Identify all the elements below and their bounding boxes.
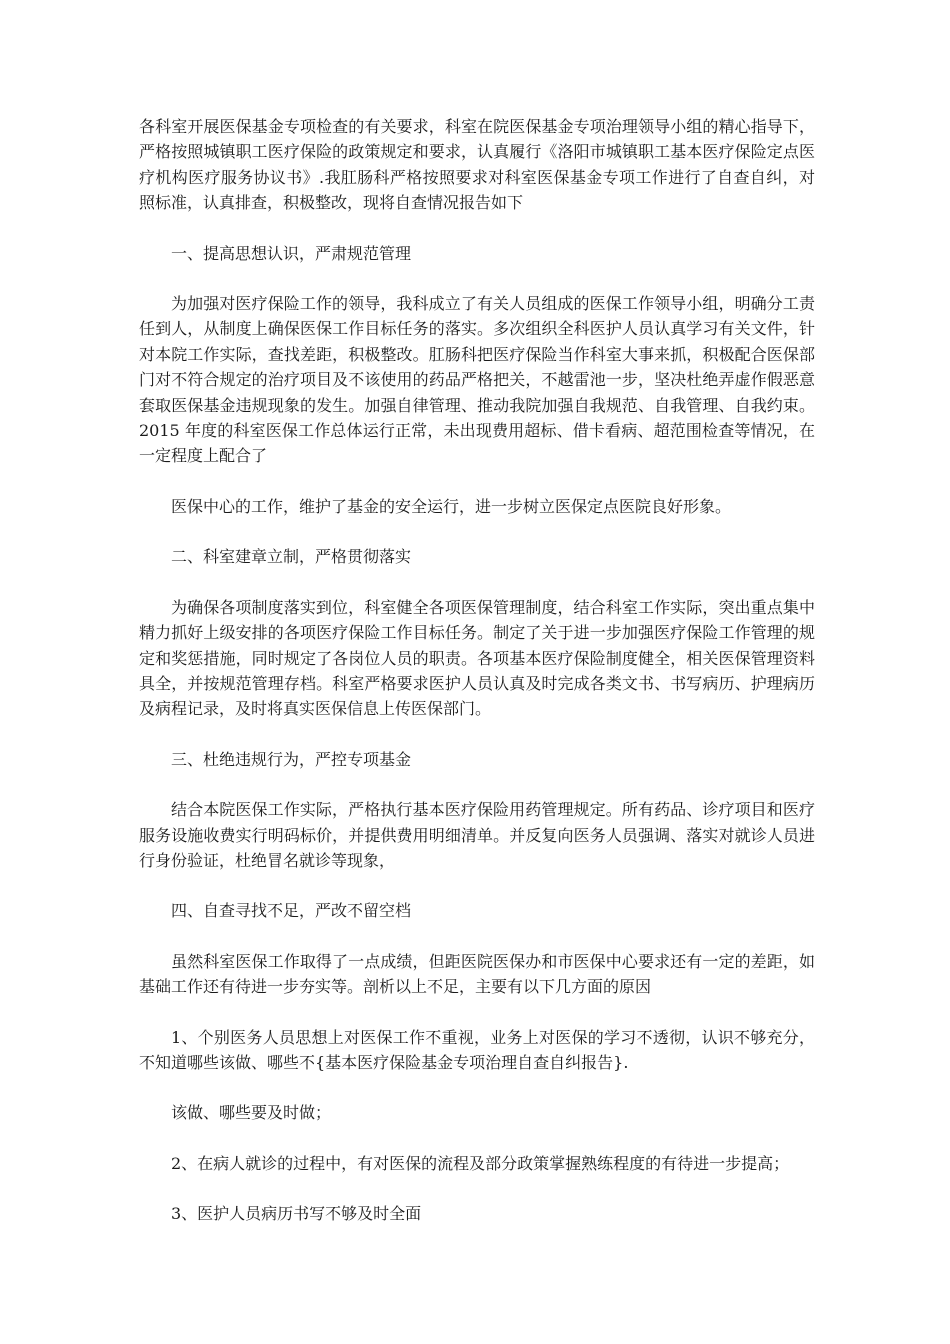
list-item-1: 1、个别医务人员思想上对医保工作不重视，业务上对医保的学习不透彻，认识不够充分，不知道哪些该做、哪些不{基本医疗保险基金专项治理自查自纠报告}. <box>139 1027 815 1072</box>
intro-paragraph: 各科室开展医保基金专项检查的有关要求，科室在院医保基金专项治理领导小组的精心指导下，严格按照城镇职工医疗保险的政策规定和要求，认真履行《洛阳市城镇职工基本医疗保险定点医疗机构医疗服务协议书》.我肛肠科严格按照要求对科室医保基金专项工作进行了自查自纠，对照标准，认真排查，积极整改，现将自查情况报告如下 <box>139 117 815 213</box>
section-4-paragraph: 虽然科室医保工作取得了一点成绩，但距医院医保办和市医保中心要求还有一定的差距，如基础工作还有待进一步夯实等。剖析以上不足，主要有以下几方面的原因 <box>139 951 815 997</box>
section-heading-3: 三、杜绝违规行为，严控专项基金 <box>171 749 412 769</box>
section-2-paragraph: 为确保各项制度落实到位，科室健全各项医保管理制度，结合科室工作实际，突出重点集中精力抓好上级安排的各项医疗保险工作目标任务。制定了关于进一步加强医疗保险工作管理的规定和奖惩措施，同时规定了各岗位人员的职责。各项基本医疗保险制度健全，相关医保管理资料具全，并按规范管理存档。科室严格要求医护人员认真及时完成各类文书、书写病历、护理病历及病程记录，及时将真实医保信息上传医保部门。 <box>139 597 815 719</box>
list-item-1-continued: 该做、哪些要及时做； <box>171 1103 332 1123</box>
section-heading-2: 二、科室建章立制，严格贯彻落实 <box>171 547 412 567</box>
list-item-2: 2、在病人就诊的过程中，有对医保的流程及部分政策掌握熟练程度的有待进一步提高； <box>171 1153 790 1173</box>
section-heading-1: 一、提高思想认识，严肃规范管理 <box>171 243 412 263</box>
section-3-paragraph: 结合本院医保工作实际，严格执行基本医疗保险用药管理规定。所有药品、诊疗项目和医疗服务设施收费实行明码标价，并提供费用明细清单。并反复向医务人员强调、落实对就诊人员进行身份验证，杜绝冒名就诊等现象， <box>139 800 815 870</box>
section-1-paragraph: 为加强对医疗保险工作的领导，我科成立了有关人员组成的医保工作领导小组，明确分工责任到人，从制度上确保医保工作目标任务的落实。多次组织全科医护人员认真学习有关文件，针对本院工作实际，查找差距，积极整改。肛肠科把医疗保险当作科室大事来抓，积极配合医保部门对不符合规定的治疗项目及不该使用的药品严格把关，不越雷池一步，坚决杜绝弄虚作假恶意套取医保基金违规现象的发生。加强自律管理、推动我院加强自我规范、自我管理、自我约束。2015 年度的科室医保工作总体运行正常，未出现费用超标、借卡看病、超范围检查等情况，在一定程度上配合了 <box>139 294 815 466</box>
list-item-3: 3、医护人员病历书写不够及时全面 <box>171 1204 422 1224</box>
section-1-paragraph-continued: 医保中心的工作，维护了基金的安全运行，进一步树立医保定点医院良好形象。 <box>171 496 732 516</box>
section-heading-4: 四、自查寻找不足，严改不留空档 <box>171 901 412 921</box>
document-body <box>139 114 815 1227</box>
